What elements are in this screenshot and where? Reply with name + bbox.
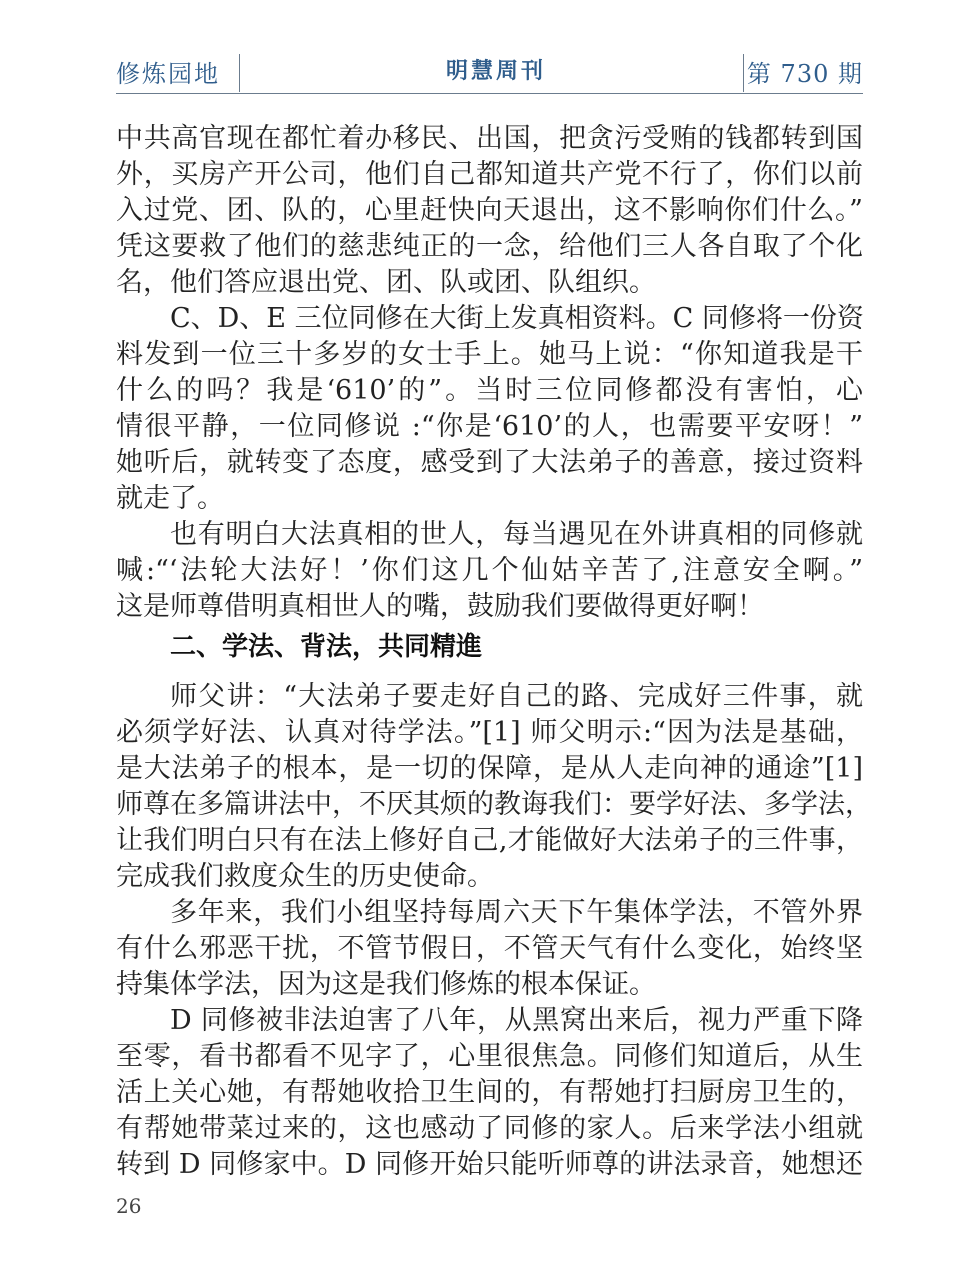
- text-line: 情很平静，一位同修说 :“你是‘610’的人，也需要平安呀！”: [116, 411, 863, 442]
- section-heading: 二、学法、背法，共同精進: [170, 632, 483, 662]
- text-line: 多年来，我们小组坚持每周六天下午集体学法，不管外界: [170, 897, 863, 928]
- text-line: 至零，看书都看不见字了，心里很焦急。同修们知道后，从生: [116, 1041, 863, 1072]
- text-line: 让我们明白只有在法上修好自己,才能做好大法弟子的三件事，: [116, 825, 863, 856]
- text-line: 名，他们答应退出党、团、队或团、队组织。: [116, 267, 656, 298]
- text-line: 完成我们救度众生的历史使命。: [116, 861, 494, 892]
- text-line: 必须学好法、认真对待学法。”[1] 师父明示:“因为法是基础，: [116, 717, 863, 748]
- text-line: 持集体学法，因为这是我们修炼的根本保证。: [116, 969, 656, 1000]
- header-rule: [116, 93, 863, 94]
- text-line: 有什么邪恶干扰，不管节假日，不管天气有什么变化，始终坚: [116, 933, 863, 964]
- text-line: 师尊在多篇讲法中，不厌其烦的教诲我们：要学好法、多学法，: [116, 789, 872, 820]
- text-line: 入过党、团、队的，心里赶快向天退出，这不影响你们什么。”: [116, 195, 863, 226]
- text-line: 有帮她带菜过来的，这也感动了同修的家人。后来学法小组就: [116, 1113, 863, 1144]
- issue-number: 第 730 期: [746, 60, 863, 88]
- text-line: D 同修被非法迫害了八年，从黑窝出来后，视力严重下降: [170, 1005, 863, 1036]
- text-line: 就走了。: [116, 483, 224, 514]
- section-title: 修炼园地: [116, 60, 220, 88]
- page-number: 26: [116, 1194, 142, 1218]
- text-line: 师父讲：“大法弟子要走好自己的路、完成好三件事，就: [170, 681, 863, 712]
- text-line: 转到 D 同修家中。D 同修开始只能听师尊的讲法录音，她想还: [116, 1149, 863, 1180]
- header-divider-right: [743, 54, 744, 92]
- text-line: 喊:“‘法轮大法好！’你们这几个仙姑辛苦了,注意安全啊。”: [116, 555, 863, 586]
- text-line: 外，买房产开公司，他们自己都知道共产党不行了，你们以前: [116, 159, 863, 190]
- text-line: 料发到一位三十多岁的女士手上。她马上说：“你知道我是干: [116, 339, 863, 370]
- text-line: 她听后，就转变了态度，感受到了大法弟子的善意，接过资料: [116, 447, 863, 478]
- text-line: 什么的吗？我是‘610’的”。当时三位同修都没有害怕，心: [116, 375, 863, 406]
- text-line: 中共高官现在都忙着办移民、出国，把贪污受贿的钱都转到国: [116, 123, 863, 154]
- text-line: 这是师尊借明真相世人的嘴，鼓励我们要做得更好啊！: [116, 591, 764, 622]
- journal-title: 明慧周刊: [446, 59, 547, 84]
- page-header: [116, 50, 863, 94]
- article-body: [116, 121, 872, 1183]
- text-line: 凭这要救了他们的慈悲纯正的一念，给他们三人各自取了个化: [116, 231, 863, 262]
- text-line: 也有明白大法真相的世人，每当遇见在外讲真相的同修就: [170, 519, 863, 550]
- text-line: C、D、E 三位同修在大街上发真相资料。C 同修将一份资: [170, 303, 864, 334]
- header-divider-left: [239, 54, 240, 92]
- text-line: 是大法弟子的根本，是一切的保障，是从人走向神的通途”[1]: [116, 753, 863, 784]
- text-line: 活上关心她，有帮她收拾卫生间的，有帮她打扫厨房卫生的，: [116, 1077, 863, 1108]
